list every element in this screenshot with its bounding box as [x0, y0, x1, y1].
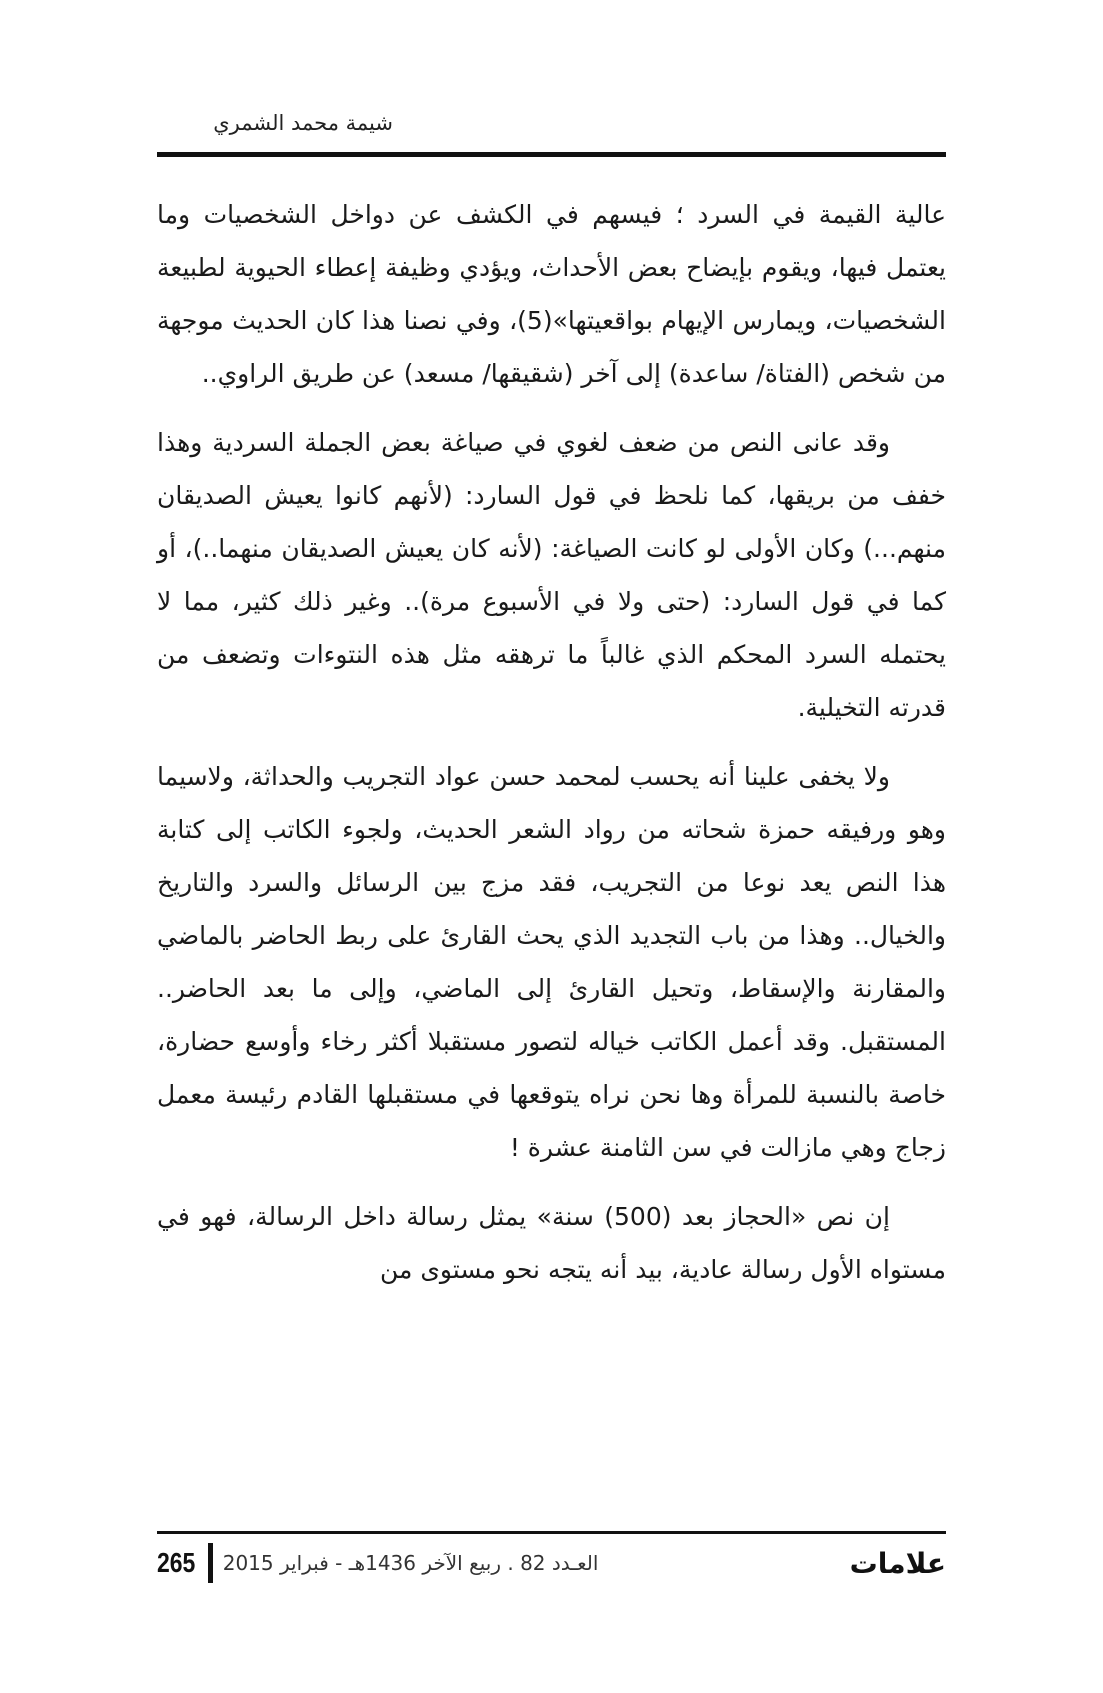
page-footer	[157, 1541, 946, 1585]
issue-info: العـدد 82 . ربيع الآخر 1436هـ - فبراير 2015	[222, 1551, 599, 1575]
footer-vertical-bar	[208, 1543, 213, 1583]
body-paragraph-4: إن نص «الحجاز بعد (500) سنة» يمثل رسالة داخل الرسالة، فهو في مستواه الأول رسالة عادية، بيد أنه يتجه نحو مستوى من	[157, 1202, 946, 1284]
article-body	[157, 188, 946, 1312]
running-header-author: شيمة محمد الشمري	[213, 111, 393, 135]
footer-divider	[157, 1531, 946, 1534]
body-paragraph-2: وقد عانى النص من ضعف لغوي في صياغة بعض الجملة السردية وهذا خفف من بريقها، كما نلحظ في قول السارد: (لأنهم كانوا يعيش الصديقان منهم...) وكان الأولى لو كانت الصياغة: (لأنه كان يعيش الصديقان منهما..)، أو كما في قول السارد: (حتى ولا في الأسبوع مرة).. وغير ذلك كثير، مما لا يحتمله السرد المحكم الذي غالباً ما ترهقه مثل هذه النتوءات وتضعف من قدرته التخيلية.	[157, 428, 946, 722]
body-paragraph-3: ولا يخفى علينا أنه يحسب لمحمد حسن عواد التجريب والحداثة، ولاسيما وهو ورفيقه حمزة شحاته من رواد الشعر الحديث، ولجوء الكاتب إلى كتابة هذا النص يعد نوعا من التجريب، فقد مزج بين الرسائل والسرد والتاريخ والخيال.. وهذا من باب التجديد الذي يحث القارئ على ربط الحاضر بالماضي والمقارنة والإسقاط، وتحيل القارئ إلى الماضي، وإلى ما بعد الحاضر.. المستقبل. وقد أعمل الكاتب خياله لتصور مستقبلا أكثر رخاء وأوسع حضارة، خاصة بالنسبة للمرأة وها نحن نراه يتوقعها في مستقبلها القادم رئيسة معمل زجاج وهي مازالت في سن الثامنة عشرة !	[157, 762, 946, 1162]
body-paragraph-1: عالية القيمة في السرد ؛ فيسهم في الكشف عن دواخل الشخصيات وما يعتمل فيها، ويقوم بإيضاح بعض الأحداث، ويؤدي وظيفة إعطاء الحيوية لطبيعة الشخصيات، ويمارس الإيهام بواقعيتها»(5)، وفي نصنا هذا كان الحديث موجهة من شخص (الفتاة/ ساعدة) إلى آخر (شقيقها/ مسعد) عن طريق الراوي..	[157, 200, 946, 388]
journal-logo: علامات	[849, 1546, 946, 1580]
header-divider	[157, 152, 946, 157]
page-number: 265	[157, 1547, 196, 1578]
